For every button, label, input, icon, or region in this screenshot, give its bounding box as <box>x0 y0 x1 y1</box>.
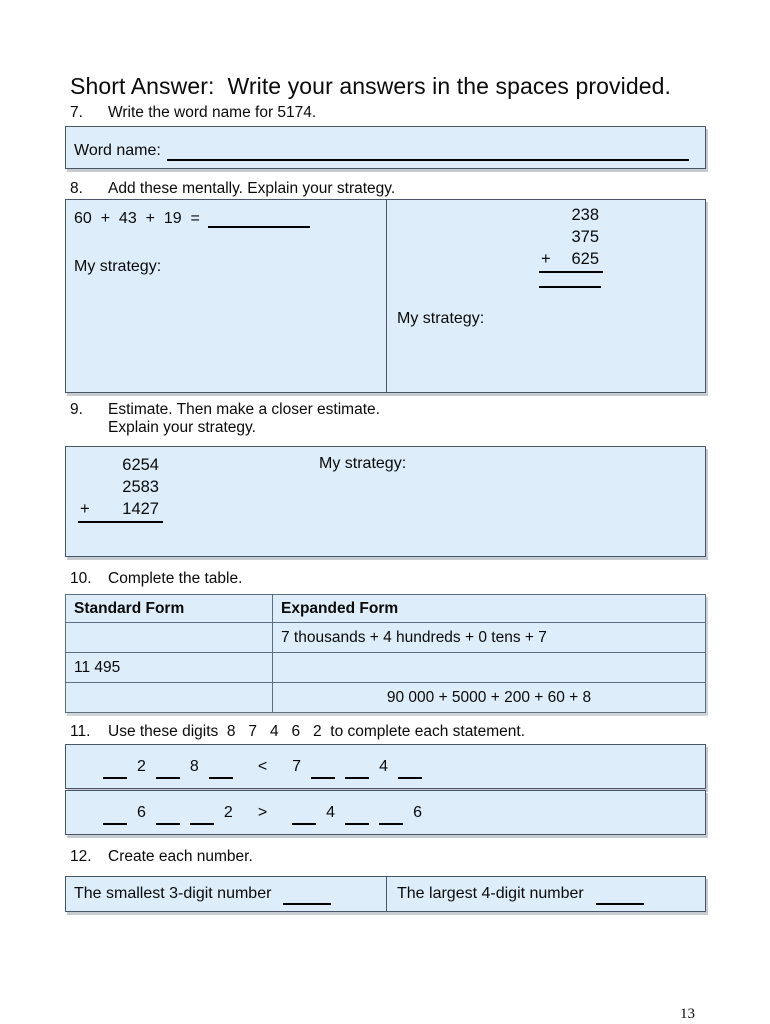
place-value-table <box>65 594 706 713</box>
question-number: 8. <box>70 180 83 197</box>
digit-or-symbol: 7 <box>292 757 302 775</box>
blank-line <box>209 759 233 779</box>
blank-line <box>190 805 214 825</box>
table-header-row <box>66 595 706 623</box>
blank-line <box>345 759 369 779</box>
question-number: 9. <box>70 401 83 418</box>
q12-right-cell <box>386 877 705 911</box>
q9-sum-row <box>78 498 163 523</box>
q8-sum-answer-line <box>539 273 601 288</box>
q12-right-blank-line <box>596 889 644 905</box>
q8-right-cell <box>386 200 705 392</box>
blank-line <box>156 759 180 779</box>
page-number: 13 <box>680 1006 695 1022</box>
blank-line <box>398 759 422 779</box>
question-text: Add these mentally. Explain your strategy. <box>108 180 396 197</box>
digit-or-symbol: 6 <box>413 803 422 821</box>
digit-or-symbol: 6 <box>137 803 146 821</box>
blank-line <box>292 805 316 825</box>
question-number: 10. <box>70 570 92 587</box>
question-number: 12. <box>70 848 92 865</box>
answer-box-q12 <box>65 876 706 912</box>
q12-right-label: The largest 4-digit number <box>397 885 584 902</box>
question-text <box>108 401 770 437</box>
question-12-prompt <box>70 848 770 866</box>
question-text: Complete the table. <box>108 570 243 587</box>
digit-or-symbol: > <box>257 803 268 821</box>
table-cell-expanded: 7 thousands + 4 hundreds + 0 tens + 7 <box>273 623 706 653</box>
table-cell-standard <box>66 683 273 713</box>
table-cell-standard: 11 495 <box>66 653 273 683</box>
question-number: 11. <box>70 723 91 740</box>
q8-sum-row <box>539 248 603 273</box>
q11-statement-box-1 <box>65 744 706 789</box>
addend: 375 <box>571 228 599 246</box>
addend: 2583 <box>122 478 159 496</box>
question-10-prompt <box>70 570 770 588</box>
q8-answer-blank-line <box>208 210 310 228</box>
q12-left-label: The smallest 3-digit number <box>74 885 272 902</box>
question-11-prompt <box>70 723 770 741</box>
addend: 625 <box>571 250 599 268</box>
question-7-prompt <box>70 104 770 122</box>
q8-expression-row <box>74 210 378 228</box>
blank-line <box>103 805 127 825</box>
answer-box-q9 <box>65 446 706 557</box>
q9-prompt-line1: Estimate. Then make a closer estimate. <box>108 401 380 418</box>
answer-box-q7 <box>65 126 706 169</box>
addend: 1427 <box>122 500 159 518</box>
table-row <box>66 653 706 683</box>
column-header-standard-form: Standard Form <box>66 595 273 623</box>
blank-line <box>156 805 180 825</box>
plus-sign: + <box>80 500 90 518</box>
q9-column-addition <box>78 454 163 523</box>
table-cell-expanded <box>273 653 706 683</box>
q8-left-cell <box>66 200 386 392</box>
digit-or-symbol: 8 <box>189 757 199 775</box>
question-number: 7. <box>70 104 83 121</box>
question-text: Use these digits 8 7 4 6 2 to complete each statement. <box>108 723 526 740</box>
answer-box-q8 <box>65 199 706 393</box>
q9-prompt-line2: Explain your strategy. <box>108 419 256 436</box>
q12-left-blank-line <box>283 889 331 905</box>
q8-right-strategy-label: My strategy: <box>397 310 485 327</box>
q8-left-strategy-label: My strategy: <box>74 258 162 275</box>
word-name-label: Word name: <box>74 141 161 159</box>
q9-strategy-label: My strategy: <box>319 455 407 472</box>
question-text: Write the word name for 5174. <box>108 104 317 121</box>
addend: 238 <box>571 206 599 224</box>
addend: 6254 <box>122 456 159 474</box>
digit-or-symbol: 4 <box>379 757 388 775</box>
table-cell-standard <box>66 623 273 653</box>
table-row <box>66 623 706 653</box>
digit-or-symbol: < <box>257 757 268 775</box>
question-text: Create each number. <box>108 848 253 865</box>
table-row <box>66 683 706 713</box>
word-name-blank-line <box>167 141 689 161</box>
question-8-prompt <box>70 180 770 198</box>
column-header-expanded-form: Expanded Form <box>273 595 706 623</box>
q8-expression: 60 + 43 + 19 = <box>74 210 200 227</box>
question-9-prompt <box>70 401 770 437</box>
page-title: Short Answer: Write your answers in the spaces provided. <box>70 73 671 99</box>
digit-or-symbol: 2 <box>223 803 233 821</box>
table-cell-expanded: 90 000 + 5000 + 200 + 60 + 8 <box>273 683 706 713</box>
q11-statement-box-2 <box>65 790 706 835</box>
blank-line <box>345 805 369 825</box>
plus-sign: + <box>541 250 551 268</box>
blank-line <box>379 805 403 825</box>
q8-column-addition <box>539 204 603 273</box>
digit-or-symbol: 2 <box>137 757 146 775</box>
digit-or-symbol: 4 <box>326 803 336 821</box>
blank-line <box>311 759 335 779</box>
blank-line <box>103 759 127 779</box>
q12-left-cell <box>66 877 386 911</box>
